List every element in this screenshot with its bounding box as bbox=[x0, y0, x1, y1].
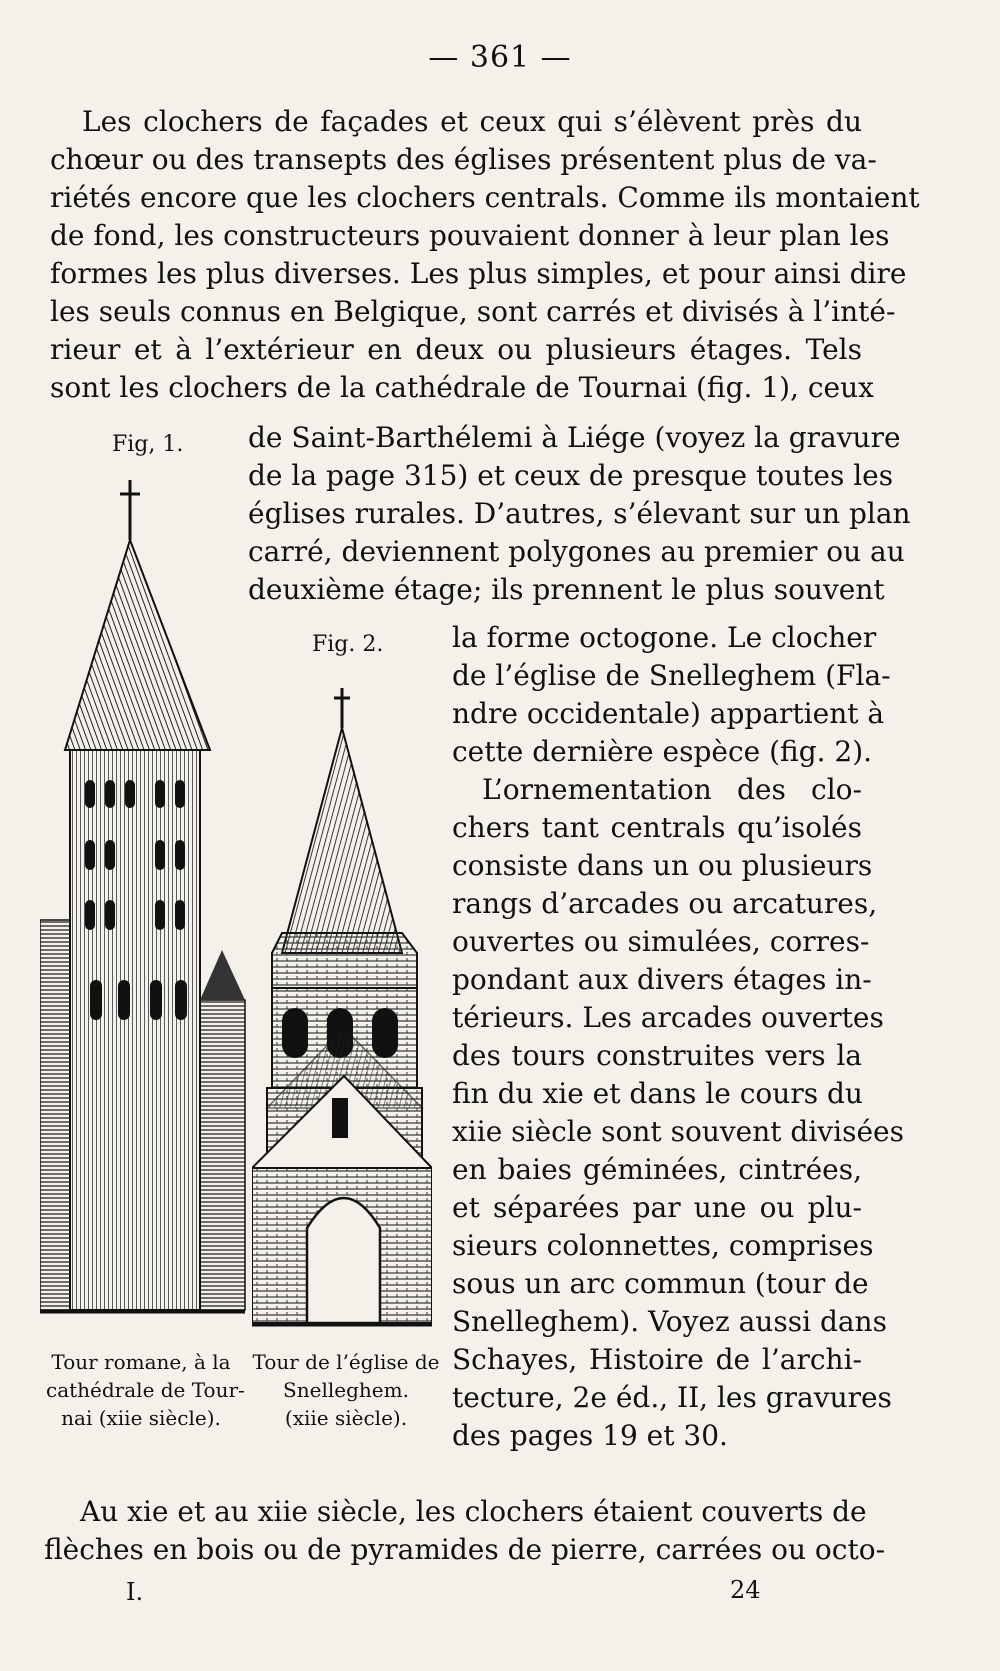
text-line: la forme octogone. Le clocher bbox=[452, 621, 877, 654]
caption-line: nai (xiie siècle). bbox=[61, 1406, 221, 1430]
text-line: églises rurales. D’autres, s’élevant sur un plan bbox=[248, 497, 911, 530]
figure-2-tower-illustration bbox=[252, 688, 432, 1338]
text-line: Snelleghem). Voyez aussi dans bbox=[452, 1305, 887, 1338]
text-line: cette dernière espèce (fig. 2). bbox=[452, 735, 873, 768]
text-line: riétés encore que les clochers centrals. Comme ils montaient bbox=[50, 181, 920, 214]
text-line: sieurs colonnettes, comprises bbox=[452, 1229, 874, 1262]
text-line: térieurs. Les arcades ouvertes bbox=[452, 1001, 884, 1034]
caption-line: Tour de l’église de bbox=[252, 1350, 440, 1374]
text-line: rieur et à l’extérieur en deux ou plusieurs étages. Tels bbox=[50, 333, 862, 366]
text-line: de l’église de Snelleghem (Fla- bbox=[452, 659, 891, 692]
text-line: rangs d’arcades ou arcatures, bbox=[452, 887, 878, 920]
text-line: de Saint-Barthélemi à Liége (voyez la gravure bbox=[248, 421, 901, 454]
text-line: tecture, 2e éd., II, les gravures bbox=[452, 1381, 892, 1414]
text-line: et séparées par une ou plu- bbox=[452, 1191, 862, 1224]
text-line: Les clochers de façades et ceux qui s’élèvent près du bbox=[82, 105, 862, 138]
text-line: fin du xie et dans le cours du bbox=[452, 1077, 863, 1110]
sheet-number: 24 bbox=[730, 1576, 761, 1604]
text-line: consiste dans un ou plusieurs bbox=[452, 849, 873, 882]
text-line: deuxième étage; ils prennent le plus souvent bbox=[248, 573, 885, 606]
caption-line: (xiie siècle). bbox=[284, 1406, 408, 1430]
text-line: chœur ou des transepts des églises présentent plus de va- bbox=[50, 143, 877, 176]
text-line: de fond, les constructeurs pouvaient donner à leur plan les bbox=[50, 219, 890, 252]
signature-mark: I. bbox=[126, 1578, 144, 1606]
text-line: en baies géminées, cintrées, bbox=[452, 1153, 862, 1186]
caption-line: Tour romane, à la bbox=[51, 1350, 231, 1374]
text-line: Au xie et au xiie siècle, les clochers étaient couverts de bbox=[80, 1495, 867, 1528]
text-line: ouvertes ou simulées, corres- bbox=[452, 925, 870, 958]
text-line: flèches en bois ou de pyramides de pierre, carrées ou octo- bbox=[44, 1533, 886, 1566]
text-line: sont les clochers de la cathédrale de Tournai (fig. 1), ceux bbox=[50, 371, 874, 404]
caption-line: Snelleghem. bbox=[283, 1378, 409, 1402]
text-line: sous un arc commun (tour de bbox=[452, 1267, 869, 1300]
text-line: Schayes, Histoire de l’archi- bbox=[452, 1343, 862, 1376]
text-line: ndre occidentale) appartient à bbox=[452, 697, 885, 730]
figure-2-label: Fig. 2. bbox=[312, 632, 384, 657]
text-line: carré, deviennent polygones au premier ou au bbox=[248, 535, 905, 568]
text-line: pondant aux divers étages in- bbox=[452, 963, 872, 996]
figure-2-caption bbox=[246, 1348, 446, 1432]
text-line: les seuls connus en Belgique, sont carrés et divisés à l’inté- bbox=[50, 295, 896, 328]
text-line: xiie siècle sont souvent divisées bbox=[452, 1115, 904, 1148]
figure-1-caption bbox=[46, 1348, 245, 1432]
figure-1-tower-illustration bbox=[40, 480, 250, 1340]
figure-1-label: Fig, 1. bbox=[112, 432, 184, 457]
text-line: formes les plus diverses. Les plus simples, et pour ainsi dire bbox=[50, 257, 907, 290]
text-line: de la page 315) et ceux de presque toutes les bbox=[248, 459, 894, 492]
text-line: des pages 19 et 30. bbox=[452, 1419, 728, 1452]
page-number: — 361 — bbox=[428, 40, 572, 75]
caption-line: cathédrale de Tour- bbox=[46, 1378, 245, 1402]
text-line: des tours construites vers la bbox=[452, 1039, 862, 1072]
text-line: chers tant centrals qu’isolés bbox=[452, 811, 862, 844]
text-line: L’ornementation des clo- bbox=[482, 773, 862, 806]
